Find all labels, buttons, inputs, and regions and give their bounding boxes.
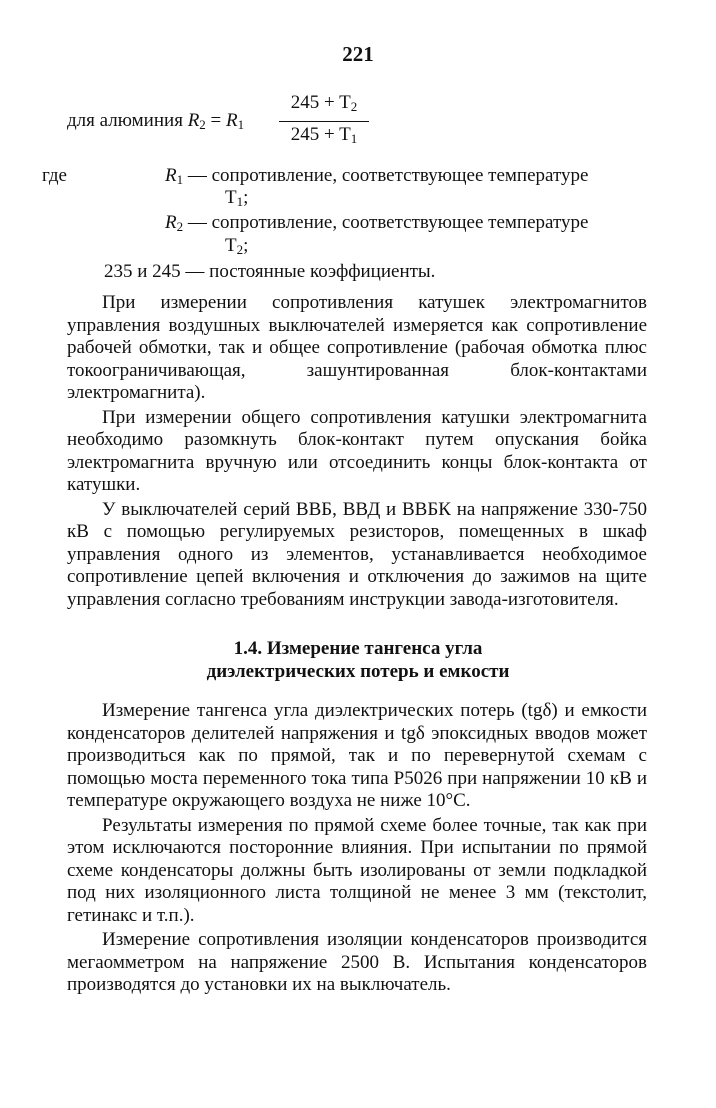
formula-r1-sub: 1	[237, 117, 245, 132]
fraction-bar	[279, 121, 369, 122]
definition-r2: $R_2$ — сопротивление, соответствующее температуре	[165, 212, 589, 234]
formula-r2-sub: 2	[199, 117, 206, 132]
definition-r1: $R_1$ — сопротивление, соответствующее температуре	[165, 165, 589, 187]
heading-line-1: 1.4. Измерение тангенса угла	[233, 638, 483, 659]
formula-r2-symbol: R	[187, 110, 200, 131]
body-text-top	[67, 292, 647, 613]
formula-lead-text: для алюминия	[67, 110, 183, 131]
paragraph: У выключателей серий ВВБ, ВВД и ВВБК на напряжение 330-750 кВ с помощью регулируемых резисторов, помещенных в шкаф управления одного из элементов, устанавливается необходимое сопротивление цепей включения и отключения до зажимов на щите управления согласно требованиям инструкции завода-изготовителя.	[67, 498, 647, 610]
page-number: 221	[342, 42, 374, 66]
where-label: где	[42, 165, 67, 186]
paragraph: При измерении сопротивления катушек электромагнитов управления воздушных выключателей измеряется как сопротивление рабочей обмотки, так и общее сопротивление (рабочая обмотка плюс токоограничивающая, зашунтированная блок-контактами электромагнита).	[67, 292, 647, 403]
formula-fraction	[279, 92, 369, 150]
section-heading	[0, 637, 716, 683]
heading-line-2: диэлектрических потерь и емкости	[206, 661, 510, 682]
definition-constants: 235 и 245 — постоянные коэффициенты.	[104, 261, 436, 282]
formula-denominator: $245 + T_1$	[290, 124, 358, 146]
paragraph: Измерение тангенса угла диэлектрических потерь (tgδ) и емкости конденсаторов делителей напряжения и tgδ эпоксидных вводов может производиться как по прямой, так и по перевернутой схемам с помощью моста переменного тока типа Р5026 при напряжении 10 кВ и температуре окружающего воздуха не ниже 10°С.	[67, 700, 647, 811]
paragraph: Измерение сопротивления изоляции конденсаторов производится мегаомметром на напряжение 2500 В. Испытания конденсаторов производятся до установки их на выключатель.	[67, 929, 647, 995]
definition-r1-continued: $T_1$;	[225, 187, 249, 209]
formula-r1-symbol: R	[226, 110, 238, 131]
paragraph: Результаты измерения по прямой схеме более точные, так как при этом исключаются посторонние влияния. При испытании по прямой схеме конденсаторы должны быть изолированы от земли подкладкой под них изоляционного листа толщиной не менее 3 мм (текстолит, гетинакс и т.п.).	[67, 814, 647, 926]
formula-lhs: для алюминия $R_2 = R_1$	[67, 110, 245, 132]
formula-numerator: $245 + T_2$	[290, 92, 358, 114]
definition-r2-continued: $T_2$;	[225, 235, 249, 257]
body-text-bottom	[67, 700, 647, 999]
paragraph: При измерении общего сопротивления катушки электромагнита необходимо разомкнуть блок-контакт путем опускания бойка электромагнита вручную или отсоединить концы блок-контакта от катушки.	[67, 406, 647, 495]
